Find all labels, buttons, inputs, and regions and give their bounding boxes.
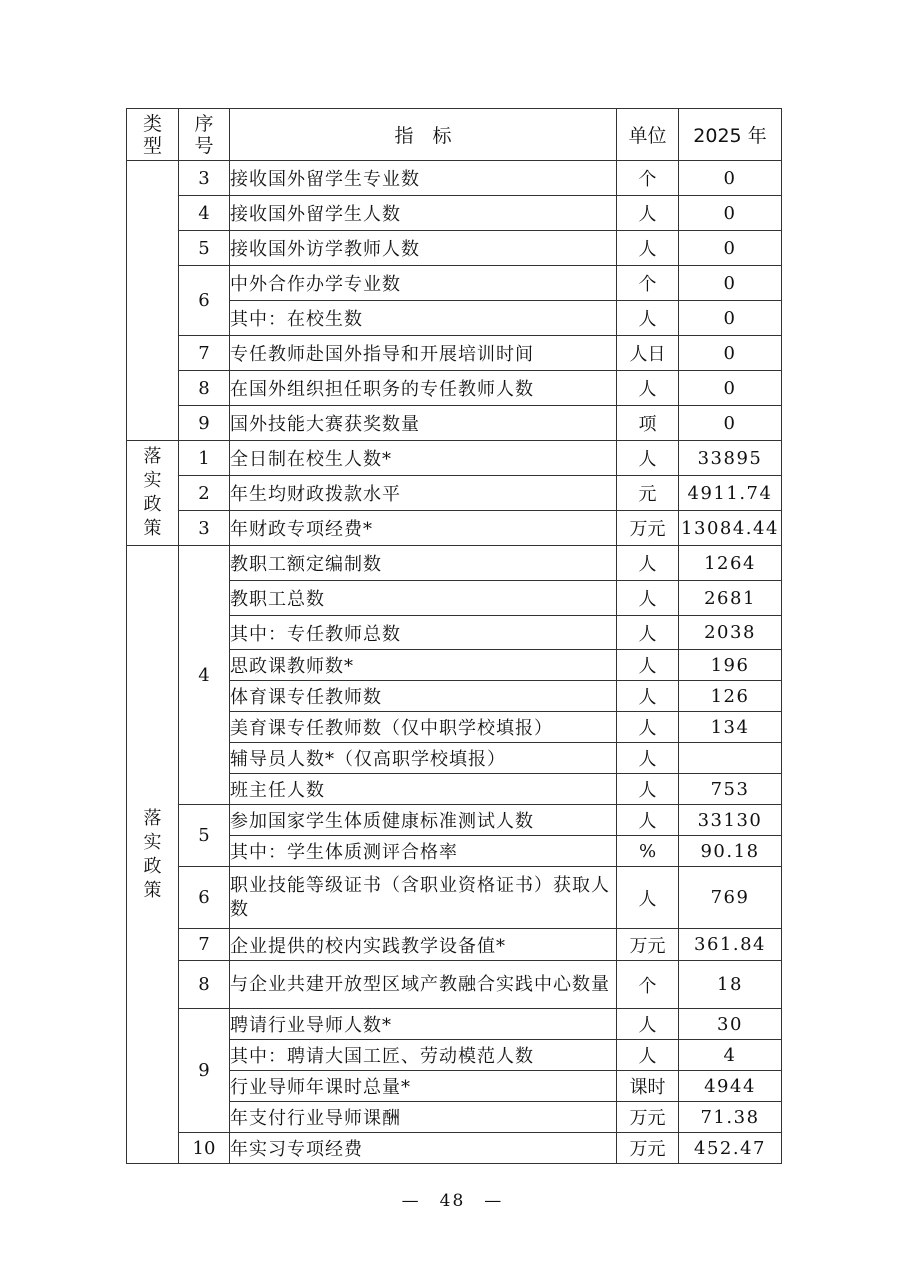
unit-cell: 人 xyxy=(617,650,679,681)
indicator-cell: 接收国外留学生专业数 xyxy=(230,161,617,196)
unit-cell: 课时 xyxy=(617,1071,679,1102)
unit-cell: 万元 xyxy=(617,511,679,546)
unit-cell: 人 xyxy=(617,231,679,266)
indicator-cell: 中外合作办学专业数 xyxy=(230,266,617,301)
table-row xyxy=(127,371,782,406)
indicator-cell: 其中：学生体质测评合格率 xyxy=(230,836,617,867)
value-cell: 126 xyxy=(679,681,782,712)
table-row xyxy=(127,1009,782,1040)
indicator-cell: 教职工额定编制数 xyxy=(230,546,617,581)
unit-cell: 人 xyxy=(617,712,679,743)
indicator-cell: 全日制在校生人数* xyxy=(230,441,617,476)
value-cell: 18 xyxy=(679,961,782,1009)
type-cell-1: 落 实 政 策 xyxy=(127,441,179,546)
value-cell: 134 xyxy=(679,712,782,743)
value-cell: 13084.44 xyxy=(679,511,782,546)
value-cell: 0 xyxy=(679,231,782,266)
value-cell: 0 xyxy=(679,301,782,336)
unit-cell: 人 xyxy=(617,301,679,336)
indicator-table xyxy=(126,108,782,1164)
indicator-cell: 参加国家学生体质健康标准测试人数 xyxy=(230,805,617,836)
value-cell: 769 xyxy=(679,867,782,929)
seq-cell: 3 xyxy=(179,511,230,546)
seq-cell: 10 xyxy=(179,1133,230,1164)
table-row xyxy=(127,196,782,231)
value-cell: 361.84 xyxy=(679,929,782,961)
value-cell: 90.18 xyxy=(679,836,782,867)
table-row xyxy=(127,336,782,371)
indicator-cell: 接收国外留学生人数 xyxy=(230,196,617,231)
unit-cell: 人 xyxy=(617,681,679,712)
unit-cell: 人 xyxy=(617,805,679,836)
seq-cell: 3 xyxy=(179,161,230,196)
value-cell: 4911.74 xyxy=(679,476,782,511)
indicator-cell: 其中：聘请大国工匠、劳动模范人数 xyxy=(230,1040,617,1071)
indicator-cell: 年财政专项经费* xyxy=(230,511,617,546)
table-row xyxy=(127,929,782,961)
table-row xyxy=(127,546,782,581)
unit-cell: 万元 xyxy=(617,1102,679,1133)
unit-cell: 人 xyxy=(617,546,679,581)
table-row xyxy=(127,161,782,196)
table-row xyxy=(127,266,782,301)
value-cell: 196 xyxy=(679,650,782,681)
table-row xyxy=(127,441,782,476)
seq-cell: 9 xyxy=(179,406,230,441)
unit-cell: 人 xyxy=(617,774,679,805)
unit-cell: 人日 xyxy=(617,336,679,371)
indicator-cell: 与企业共建开放型区域产教融合实践中心数量 xyxy=(230,961,617,1009)
unit-cell: 项 xyxy=(617,406,679,441)
value-cell: 0 xyxy=(679,266,782,301)
indicator-cell: 教职工总数 xyxy=(230,581,617,616)
table-row xyxy=(127,1133,782,1164)
value-cell: 71.38 xyxy=(679,1102,782,1133)
value-cell: 4944 xyxy=(679,1071,782,1102)
value-cell: 4 xyxy=(679,1040,782,1071)
value-cell: 2681 xyxy=(679,581,782,616)
indicator-cell: 聘请行业导师人数* xyxy=(230,1009,617,1040)
indicator-cell: 体育课专任教师数 xyxy=(230,681,617,712)
seq-cell: 8 xyxy=(179,961,230,1009)
unit-cell: % xyxy=(617,836,679,867)
unit-cell: 个 xyxy=(617,161,679,196)
seq-cell: 9 xyxy=(179,1009,230,1133)
indicator-cell: 接收国外访学教师人数 xyxy=(230,231,617,266)
indicator-cell: 国外技能大赛获奖数量 xyxy=(230,406,617,441)
indicator-cell: 美育课专任教师数（仅中职学校填报） xyxy=(230,712,617,743)
indicator-cell: 专任教师赴国外指导和开展培训时间 xyxy=(230,336,617,371)
value-cell xyxy=(679,743,782,774)
indicator-cell: 企业提供的校内实践教学设备值* xyxy=(230,929,617,961)
value-cell: 753 xyxy=(679,774,782,805)
unit-cell: 人 xyxy=(617,616,679,650)
table-row xyxy=(127,867,782,929)
unit-cell: 人 xyxy=(617,581,679,616)
unit-cell: 万元 xyxy=(617,1133,679,1164)
unit-cell: 个 xyxy=(617,266,679,301)
unit-cell: 人 xyxy=(617,371,679,406)
header-unit: 单位 xyxy=(617,109,679,161)
value-cell: 452.47 xyxy=(679,1133,782,1164)
seq-cell: 6 xyxy=(179,266,230,336)
unit-cell: 个 xyxy=(617,961,679,1009)
unit-cell: 万元 xyxy=(617,929,679,961)
indicator-cell: 年实习专项经费 xyxy=(230,1133,617,1164)
value-cell: 0 xyxy=(679,161,782,196)
seq-cell: 4 xyxy=(179,196,230,231)
header-seq: 序号 xyxy=(179,109,230,161)
value-cell: 33130 xyxy=(679,805,782,836)
value-cell: 33895 xyxy=(679,441,782,476)
unit-cell: 人 xyxy=(617,441,679,476)
seq-cell: 5 xyxy=(179,231,230,266)
seq-cell: 2 xyxy=(179,476,230,511)
table-row xyxy=(127,231,782,266)
seq-cell: 6 xyxy=(179,867,230,929)
seq-cell: 7 xyxy=(179,929,230,961)
indicator-cell: 其中：专任教师总数 xyxy=(230,616,617,650)
header-type: 类型 xyxy=(127,109,179,161)
unit-cell: 人 xyxy=(617,1040,679,1071)
value-cell: 0 xyxy=(679,371,782,406)
seq-cell: 7 xyxy=(179,336,230,371)
table-row xyxy=(127,406,782,441)
indicator-cell: 思政课教师数* xyxy=(230,650,617,681)
value-cell: 2038 xyxy=(679,616,782,650)
unit-cell: 人 xyxy=(617,196,679,231)
type-cell-2: 落 实 政 策 xyxy=(127,546,179,1164)
indicator-cell: 其中：在校生数 xyxy=(230,301,617,336)
unit-cell: 人 xyxy=(617,743,679,774)
seq-cell: 8 xyxy=(179,371,230,406)
value-cell: 1264 xyxy=(679,546,782,581)
page-number: — 48 — xyxy=(401,1191,504,1211)
unit-cell: 元 xyxy=(617,476,679,511)
indicator-cell: 年生均财政拨款水平 xyxy=(230,476,617,511)
type-cell-0 xyxy=(127,161,179,441)
seq-cell: 4 xyxy=(179,546,230,805)
table-row xyxy=(127,961,782,1009)
value-cell: 0 xyxy=(679,336,782,371)
seq-cell: 1 xyxy=(179,441,230,476)
header-year: 2025 年 xyxy=(679,109,782,161)
seq-cell: 5 xyxy=(179,805,230,867)
header-row xyxy=(127,109,782,161)
indicator-cell: 行业导师年课时总量* xyxy=(230,1071,617,1102)
value-cell: 0 xyxy=(679,196,782,231)
indicator-cell: 辅导员人数*（仅高职学校填报） xyxy=(230,743,617,774)
table-row xyxy=(127,511,782,546)
indicator-cell: 在国外组织担任职务的专任教师人数 xyxy=(230,371,617,406)
table-row xyxy=(127,805,782,836)
indicator-cell: 年支付行业导师课酬 xyxy=(230,1102,617,1133)
indicator-cell: 职业技能等级证书（含职业资格证书）获取人数 xyxy=(230,867,617,929)
value-cell: 30 xyxy=(679,1009,782,1040)
unit-cell: 人 xyxy=(617,867,679,929)
value-cell: 0 xyxy=(679,406,782,441)
header-indicator: 指 标 xyxy=(230,109,617,161)
table-row xyxy=(127,476,782,511)
indicator-cell: 班主任人数 xyxy=(230,774,617,805)
unit-cell: 人 xyxy=(617,1009,679,1040)
